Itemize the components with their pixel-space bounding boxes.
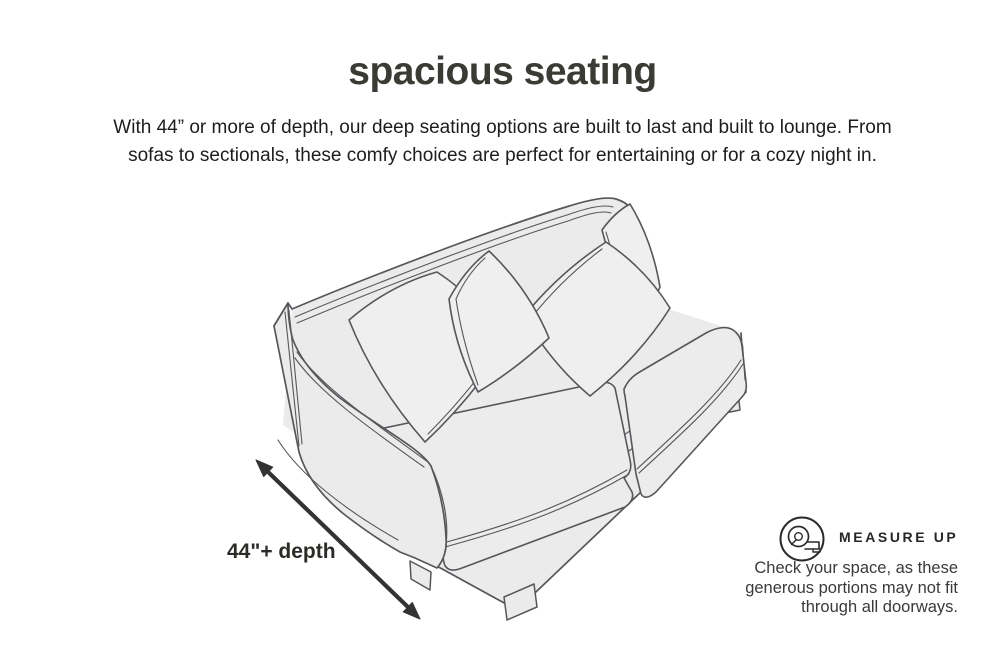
measure-up-note-line-2: generous portions may not fit [745,578,958,597]
intro-line-2: sofas to sectionals, these comfy choices are perfect for entertaining or for a cozy night in. [128,144,877,166]
measure-up-note-line-1: Check your space, as these [754,559,958,577]
depth-label: 44"+ depth [227,540,336,563]
intro-line-1: With 44” or more of depth, our deep seating options are built to last and built to lounge. From [113,117,892,138]
tape-measure-icon [781,518,824,561]
measure-up-note [638,559,958,618]
measure-up-note-line-3: through all doorways. [801,598,958,616]
sofa-foot-left [410,561,431,590]
measure-up-heading: MEASURE UP [839,529,959,545]
page-title: spacious seating [348,50,657,93]
